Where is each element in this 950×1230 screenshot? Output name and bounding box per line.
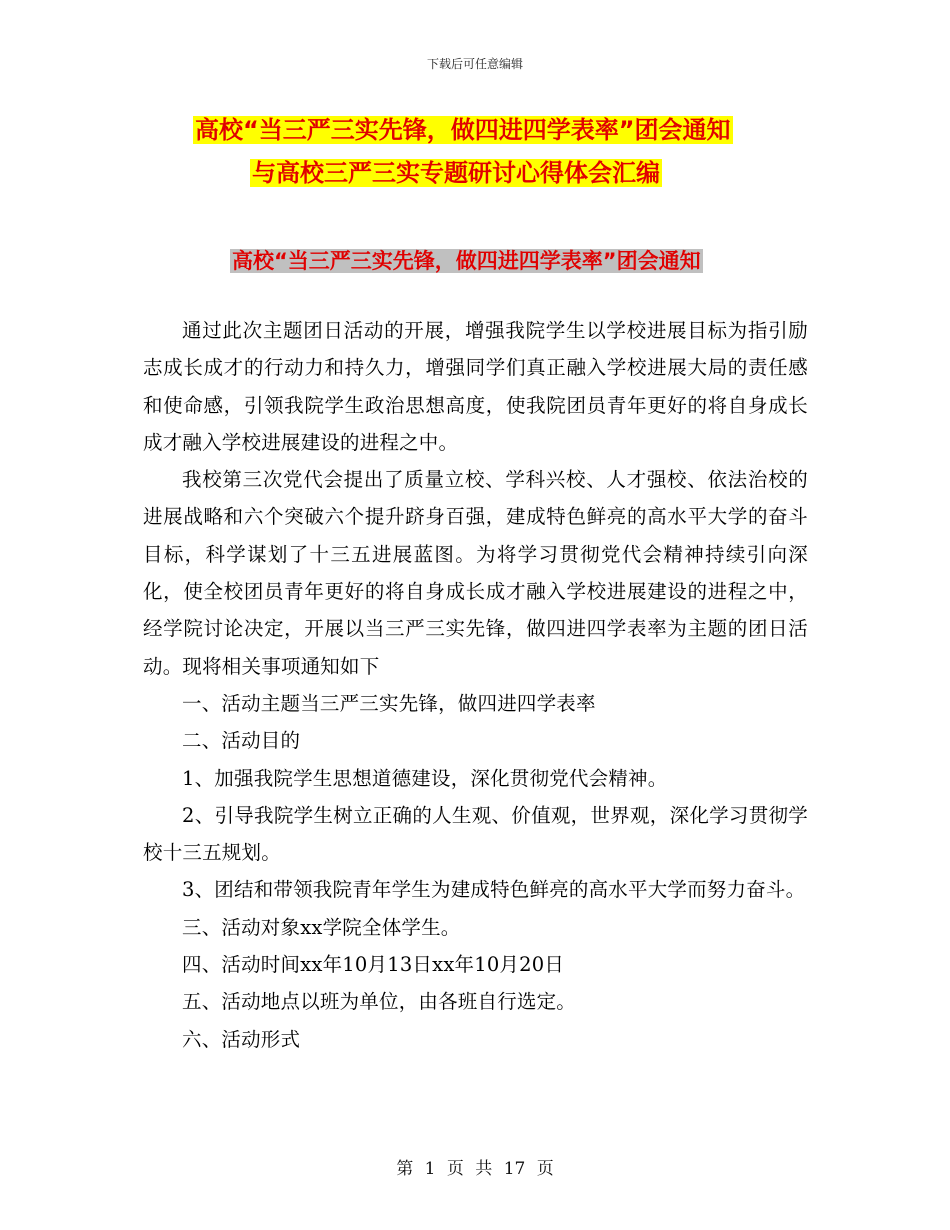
item-theme: 一、活动主题当三严三实先锋，做四进四学表率 bbox=[182, 691, 596, 715]
header-note: 下载后可任意编辑 bbox=[426, 57, 523, 71]
section-title: 高校“当三严三实先锋，做四进四学表率”团会通知 bbox=[232, 249, 701, 273]
item-audience: 三、活动对象xx学院全体学生。 bbox=[182, 915, 461, 939]
paragraph-intro: 通过此次主题团日活动的开展，增强我院学生以学校进展目标为指引励志成长成才的行动力和持久力，增强同学们真正融入学校进展大局的责任感和使命感，引领我院学生政治思想高度，使我院团员青年更好的将自身成长成才融入学校进展建设的进程之中。 bbox=[143, 319, 808, 454]
item-format-heading: 六、活动形式 bbox=[182, 1027, 301, 1051]
purpose-item-1: 1、加强我院学生思想道德建设，深化贯彻党代会精神。 bbox=[182, 766, 668, 790]
item-time: 四、活动时间xx年10月13日xx年10月20日 bbox=[182, 953, 565, 977]
document-title-line-2: 与高校三严三实专题研讨心得体会汇编 bbox=[252, 159, 660, 187]
item-location: 五、活动地点以班为单位，由各班自行选定。 bbox=[182, 990, 577, 1014]
purpose-item-2: 2、引导我院学生树立正确的人生观、价值观，世界观，深化学习贯彻学校十三五规划。 bbox=[143, 803, 808, 865]
item-purpose-heading: 二、活动目的 bbox=[182, 729, 301, 753]
document-title-line-1: 高校“当三严三实先锋，做四进四学表率”团会通知 bbox=[195, 116, 731, 144]
document-body bbox=[143, 312, 808, 1058]
paragraph-background: 我校第三次党代会提出了质量立校、学科兴校、人才强校、依法治校的进展战略和六个突破六个提升跻身百强，建成特色鲜亮的高水平大学的奋斗目标，科学谋划了十三五进展蓝图。为将学习贯彻党代会精神持续引向深化，使全校团员青年更好的将自身成长成才融入学校进展建设的进程之中，经学院讨论决定，开展以当三严三实先锋，做四进四学表率为主题的团日活动。现将相关事项通知如下 bbox=[143, 468, 808, 678]
page-footer: 第 1 页 共 17 页 bbox=[396, 1159, 554, 1179]
purpose-item-3: 3、团结和带领我院青年学生为建成特色鲜亮的高水平大学而努力奋斗。 bbox=[182, 878, 806, 902]
